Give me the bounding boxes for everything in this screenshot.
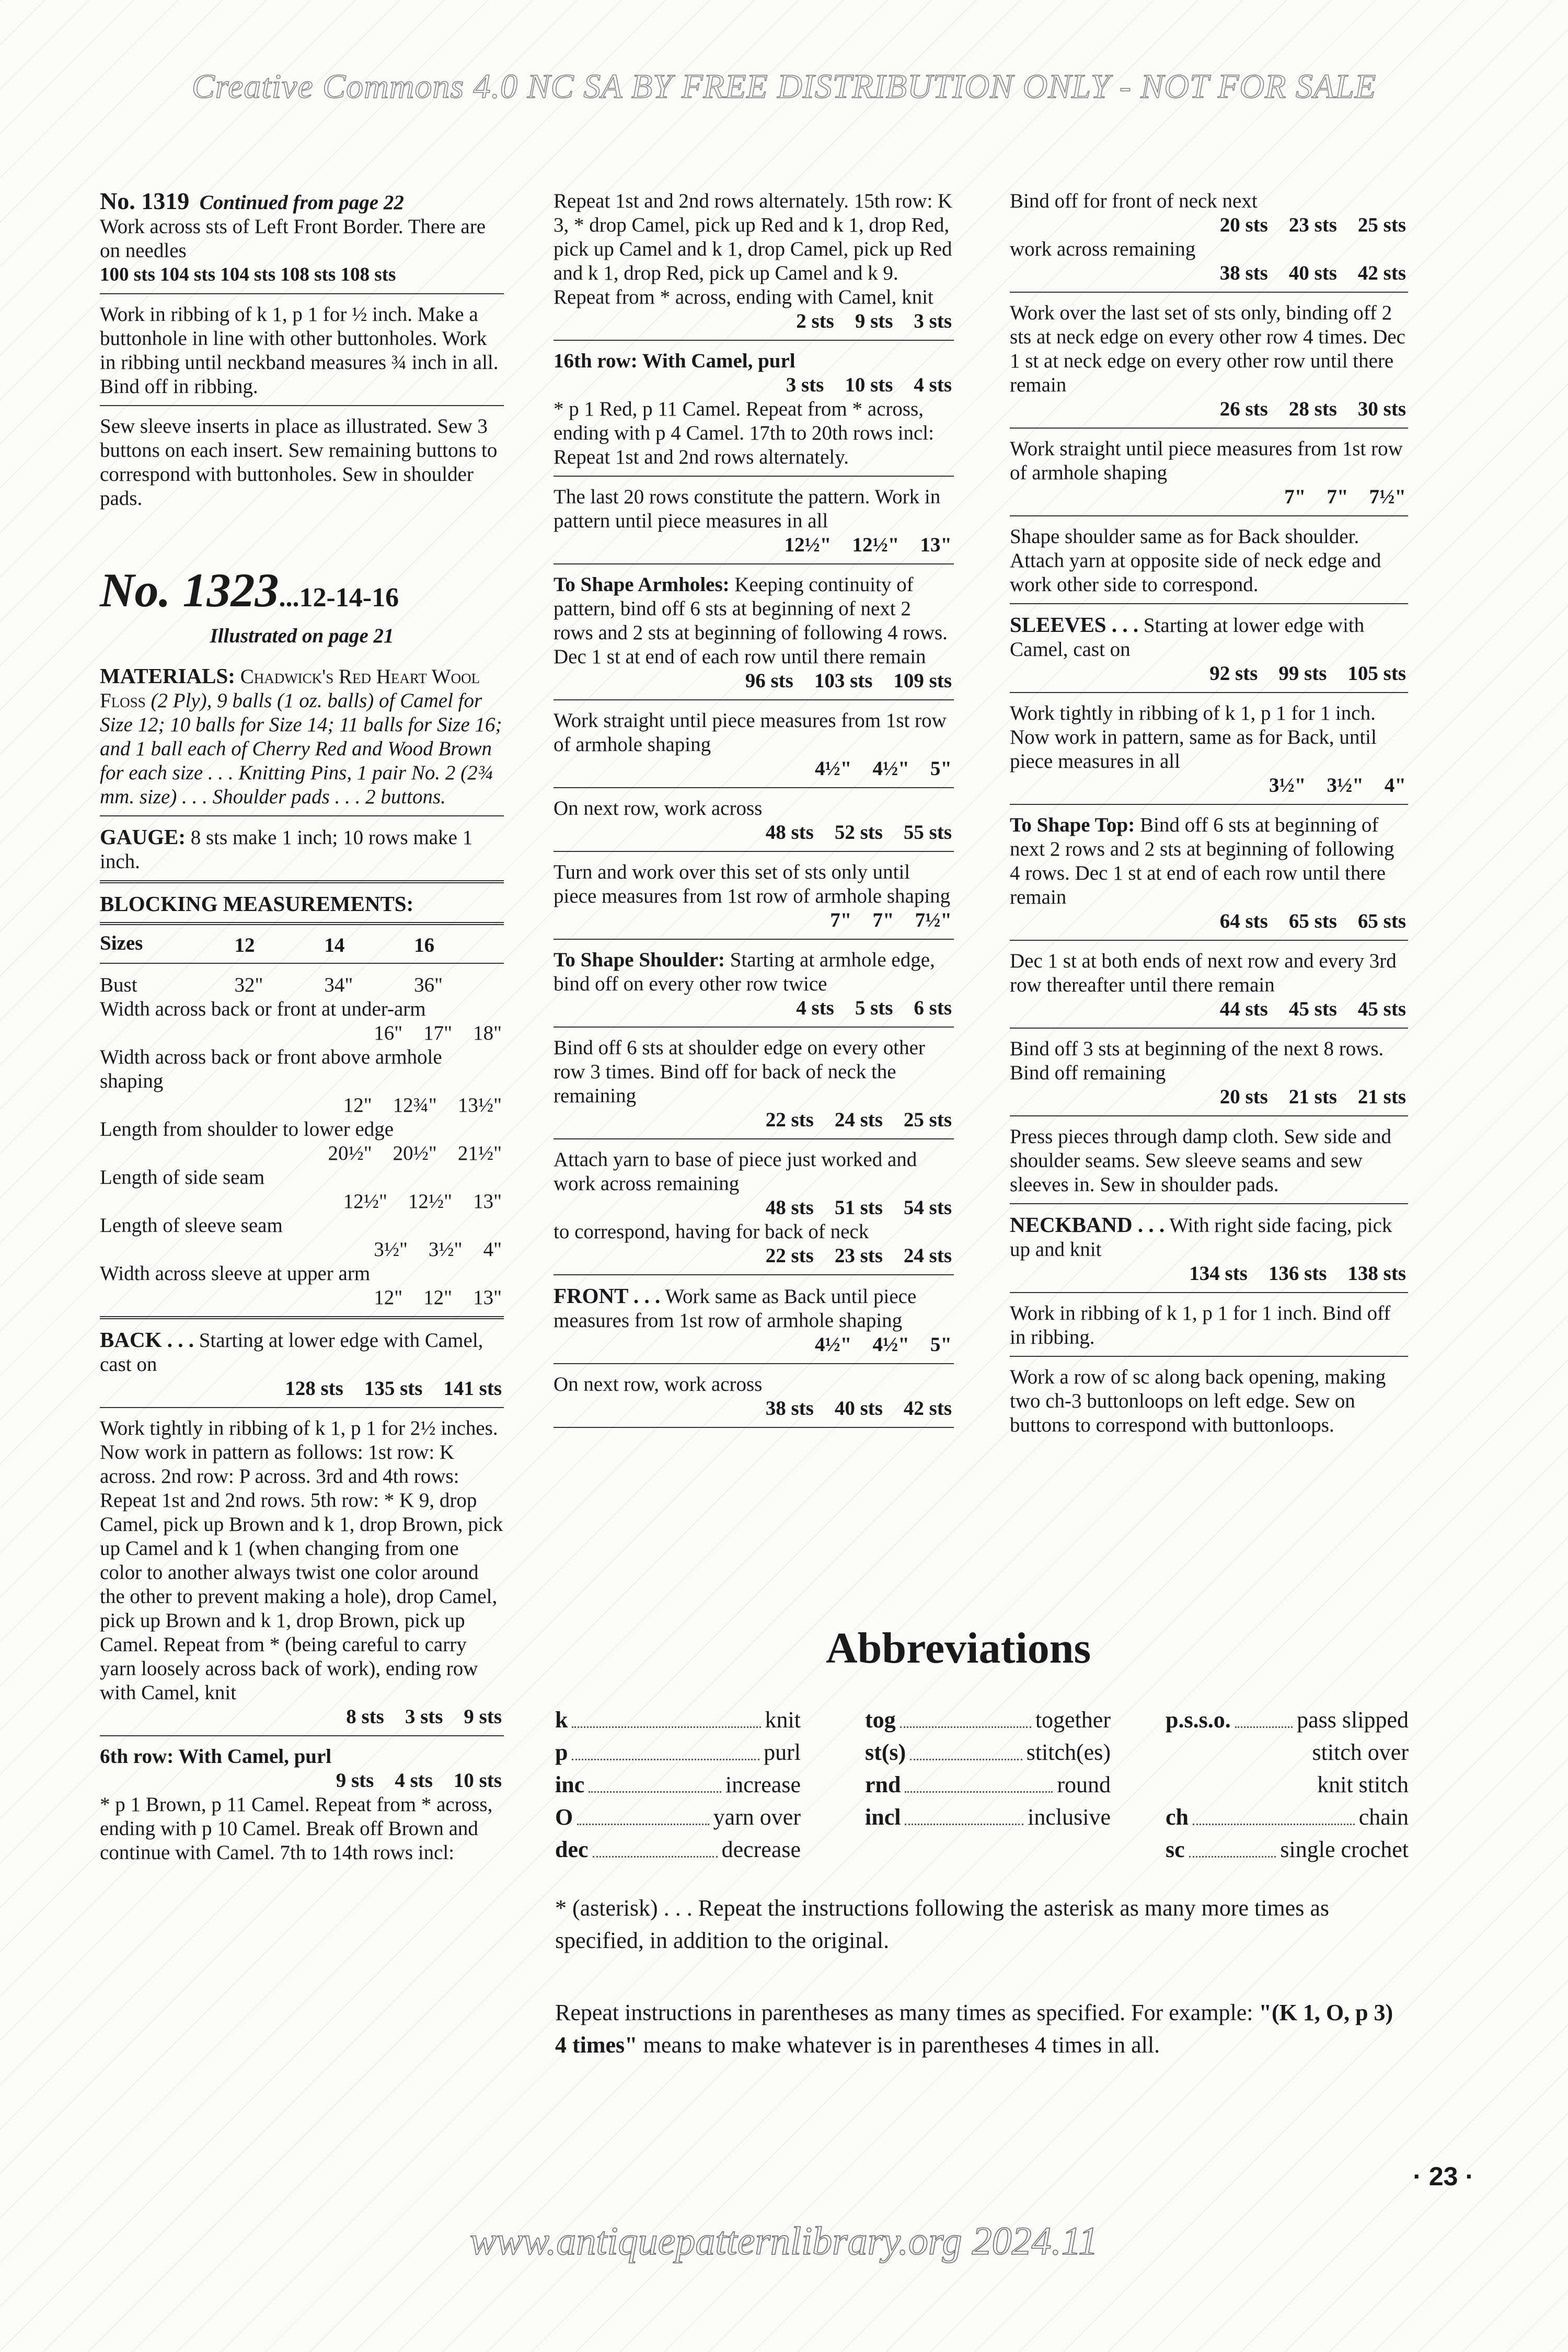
row16: 16th row: With Camel, purl 3 sts 10 sts 4 sts * p 1 Red, p 11 Camel. Repeat from * across, ending with p 4 Camel. 17th to 20th rows incl: Repeat 1st and 2nd rows alternately.: [554, 344, 954, 477]
abbreviation-item: inc increase: [555, 1769, 801, 1801]
abbreviations-col-2: [865, 1704, 1111, 1834]
column-2: [554, 184, 954, 1431]
license-banner: Creative Commons 4.0 NC SA BY FREE DISTRIBUTION ONLY - NOT FOR SALE: [191, 67, 1377, 106]
back-section: BACK . . . Starting at lower edge with Camel, cast on 128 sts 135 sts 141 sts: [100, 1322, 504, 1408]
abbreviation-item: incl inclusive: [865, 1801, 1111, 1834]
abbreviation-continuation: knit stitch: [1317, 1772, 1409, 1797]
paragraph: On next row, work across 38 sts 40 sts 42 sts: [554, 1367, 954, 1428]
paragraph: Attach yarn to base of piece just worked and work across remaining 48 sts 51 sts 54 sts to correspond, having for back of neck 22 sts 23 sts 24 sts: [554, 1143, 954, 1275]
measurement-label: Width across back or front above armhole shaping: [100, 1046, 442, 1092]
paragraph: Work over the last set of sts only, binding off 2 sts at neck edge on every other row 4 times. Dec 1 st at neck edge on every other row until there remain 26 sts 28 sts 30 sts: [1010, 296, 1408, 429]
paragraph: Work straight until piece measures from 1st row of armhole shaping 7" 7" 7½": [1010, 432, 1408, 516]
paragraph: On next row, work across 48 sts 52 sts 55 sts: [554, 791, 954, 852]
asterisk-note: * (asterisk) . . . Repeat the instructions following the asterisk as many more times as specified, in addition to the original.: [555, 1895, 1330, 1953]
row6: 6th row: With Camel, purl 9 sts 4 sts 10 sts * p 1 Brown, p 11 Camel. Repeat from * across, ending with p 10 Camel. Break off Brown and continue with Camel. 7th to 14th rows incl:: [100, 1745, 502, 1864]
abbreviations-title: Abbreviations: [826, 1624, 1091, 1673]
shape-shoulder: To Shape Shoulder: Starting at armhole edge, bind off on every other row twice 4 sts 5 sts 6 sts: [554, 943, 954, 1028]
abbreviations-col-1: [555, 1704, 801, 1866]
measurement-values: 12½" 12½" 13": [343, 1190, 502, 1213]
shape-armholes: To Shape Armholes: Keeping continuity of pattern, bind off 6 sts at beginning of next 2 rows and 2 sts at beginning of following 4 rows. Dec 1 st at end of each row until there remain 96 sts 103 sts 109 sts: [554, 568, 954, 700]
column-3: [1010, 184, 1408, 1447]
gauge: GAUGE: 8 sts make 1 inch; 10 rows make 1 inch.: [100, 820, 504, 883]
column-1: [100, 184, 504, 1874]
paragraph: Work across sts of Left Front Border. There are on needles: [100, 215, 486, 262]
paragraph: Sew sleeve inserts in place as illustrated. Sew 3 buttons on each insert. Sew remaining buttons to correspond with buttonholes. Sew in shoulder pads.: [100, 415, 498, 510]
abbreviations-col-3: [1166, 1704, 1409, 1866]
front-section: FRONT . . . Work same as Back until piece measures from 1st row of armhole shaping 4½" 4½" 5": [554, 1278, 954, 1364]
stitch-counts: 100 sts 104 sts 104 sts 108 sts 108 sts: [100, 264, 396, 285]
pattern-title-1323: No. 1323...12-14-16: [100, 563, 399, 617]
paragraph: Work in ribbing of k 1, p 1 for 1 inch. Bind off in ribbing.: [1010, 1296, 1408, 1357]
abbreviation-item: dec decrease: [555, 1834, 801, 1866]
paragraph: Press pieces through damp cloth. Sew side and shoulder seams. Sew sleeve seams and sew sleeves in. Sew in shoulder pads.: [1010, 1120, 1408, 1204]
footer-url: www.antiquepatternlibrary.org 2024.11: [470, 2219, 1098, 2263]
paragraph: Shape shoulder same as for Back shoulder. Attach yarn at opposite side of neck edge and work other side to correspond.: [1010, 520, 1408, 604]
paragraph: Work in ribbing of k 1, p 1 for ½ inch. Make a buttonhole in line with other buttonholes. Work in ribbing until neckband measures ¾ inch in all. Bind off in ribbing.: [100, 297, 504, 406]
measurement-values: 12" 12" 13": [100, 1286, 504, 1319]
page-number: · 23 ·: [1413, 2162, 1474, 2191]
paragraph: Bind off for front of neck next 20 sts 23 sts 25 sts work across remaining 38 sts 40 sts 42 sts: [1010, 184, 1408, 293]
paragraph: Work straight until piece measures from 1st row of armhole shaping 4½" 4½" 5": [554, 704, 954, 788]
abbreviation-continuation: stitch over: [1312, 1739, 1409, 1765]
illustrated-note: Illustrated on page 21: [210, 625, 394, 647]
paragraph: Work tightly in ribbing of k 1, p 1 for 1 inch. Now work in pattern, same as for Back, until piece measures in all 3½" 3½" 4": [1010, 696, 1408, 805]
abbreviation-item: sc single crochet: [1166, 1834, 1409, 1866]
sleeves-section: SLEEVES . . . Starting at lower edge with Camel, cast on 92 sts 99 sts 105 sts: [1010, 607, 1408, 693]
paragraph: Bind off 6 sts at shoulder edge on every other row 3 times. Bind off for back of neck the remaining 22 sts 24 sts 25 sts: [554, 1031, 954, 1139]
abbreviation-item: O yarn over: [555, 1801, 801, 1834]
abbreviation-item: p.s.s.o. pass slipped: [1166, 1704, 1409, 1736]
shape-top: To Shape Top: Bind off 6 sts at beginning of next 2 rows and 2 sts at beginning of following 4 rows. Dec 1 st at end of each row until there remain 64 sts 65 sts 65 sts: [1010, 808, 1408, 941]
sizes-table: Sizes 12 14 16 Bust 32" 34" 36": [100, 928, 504, 997]
measurement-values: 12" 12¾" 13½": [343, 1094, 502, 1116]
parentheses-note: Repeat instructions in parentheses as many times as specified. For example: "(K 1, O, p 3) 4 times" means to make whatever is in parentheses 4 times in all.: [555, 2000, 1393, 2058]
continued-note: Continued from page 22: [199, 191, 404, 214]
abbreviation-item: tog together: [865, 1704, 1111, 1736]
paragraph: Work a row of sc along back opening, making two ch-3 buttonloops on left edge. Sew on buttons to correspond with buttonloops.: [1010, 1366, 1386, 1436]
pattern-number-1319: No. 1319: [100, 188, 190, 214]
row15: Repeat 1st and 2nd rows alternately. 15th row: K 3, * drop Camel, pick up Red and k 1, drop Red, pick up Camel and k 1, drop Camel, pick up Red and k 1, drop Red, pick up Camel and k 9. Repeat from * across, ending with Camel, knit 2 sts 9 sts 3 sts: [554, 184, 954, 341]
pattern-length: The last 20 rows constitute the pattern. Work in pattern until piece measures in all 12½" 12½" 13": [554, 480, 954, 564]
abbreviation-item: k knit: [555, 1704, 801, 1736]
measurement-label: Width across sleeve at upper arm: [100, 1262, 371, 1285]
back-pattern: Work tightly in ribbing of k 1, p 1 for 2½ inches. Now work in pattern as follows: 1st row: K across. 2nd row: P across. 3rd and 4th rows: Repeat 1st and 2nd rows. 5th row: * K 9, drop Camel, pick up Brown and k 1, drop Brown, pick up Camel and k 1 (when changing from one color to another always twist one color around the other to prevent making a hole), drop Camel, pick up Brown and k 1, drop Brown, pick up Camel. Repeat from * (being careful to carry yarn loosely across back of work), ending row with Camel, knit 8 sts 3 sts 9 sts: [100, 1411, 504, 1736]
measurement-label: Width across back or front at under-arm: [100, 998, 426, 1020]
abbreviation-item: ch chain: [1166, 1801, 1409, 1834]
abbreviation-item: p purl: [555, 1736, 801, 1769]
neckband-section: NECKBAND . . . With right side facing, pick up and knit 134 sts 136 sts 138 sts: [1010, 1207, 1408, 1293]
paragraph: Turn and work over this set of sts only until piece measures from 1st row of armhole shaping 7" 7" 7½": [554, 855, 954, 940]
measurement-label: Length from shoulder to lower edge: [100, 1118, 394, 1140]
measurement-values: 16" 17" 18": [374, 1022, 502, 1044]
measurement-values: 3½" 3½" 4": [374, 1238, 502, 1261]
paragraph: Dec 1 st at both ends of next row and every 3rd row thereafter until there remain 44 sts 45 sts 45 sts: [1010, 944, 1408, 1029]
measurement-label: Length of sleeve seam: [100, 1214, 283, 1237]
abbreviation-item: rnd round: [865, 1769, 1111, 1801]
abbreviation-item: st(s) stitch(es): [865, 1736, 1111, 1769]
measurement-values: 20½" 20½" 21½": [328, 1142, 502, 1165]
materials: MATERIALS: Chadwick's Red Heart Wool Floss (2 Ply), 9 balls (1 oz. balls) of Camel for Size 12; 10 balls for Size 14; 11 balls for Size 16; and 1 ball each of Cherry Red and Wood Brown for each size . . . Knitting Pins, 1 pair No. 2 (2¾ mm. size) . . . Shoulder pads . . . 2 buttons.: [100, 659, 504, 816]
paragraph: Bind off 3 sts at beginning of the next 8 rows. Bind off remaining 20 sts 21 sts 21 sts: [1010, 1032, 1408, 1116]
blocking-measurements-heading: BLOCKING MEASUREMENTS:: [100, 886, 504, 925]
measurement-label: Length of side seam: [100, 1166, 265, 1189]
